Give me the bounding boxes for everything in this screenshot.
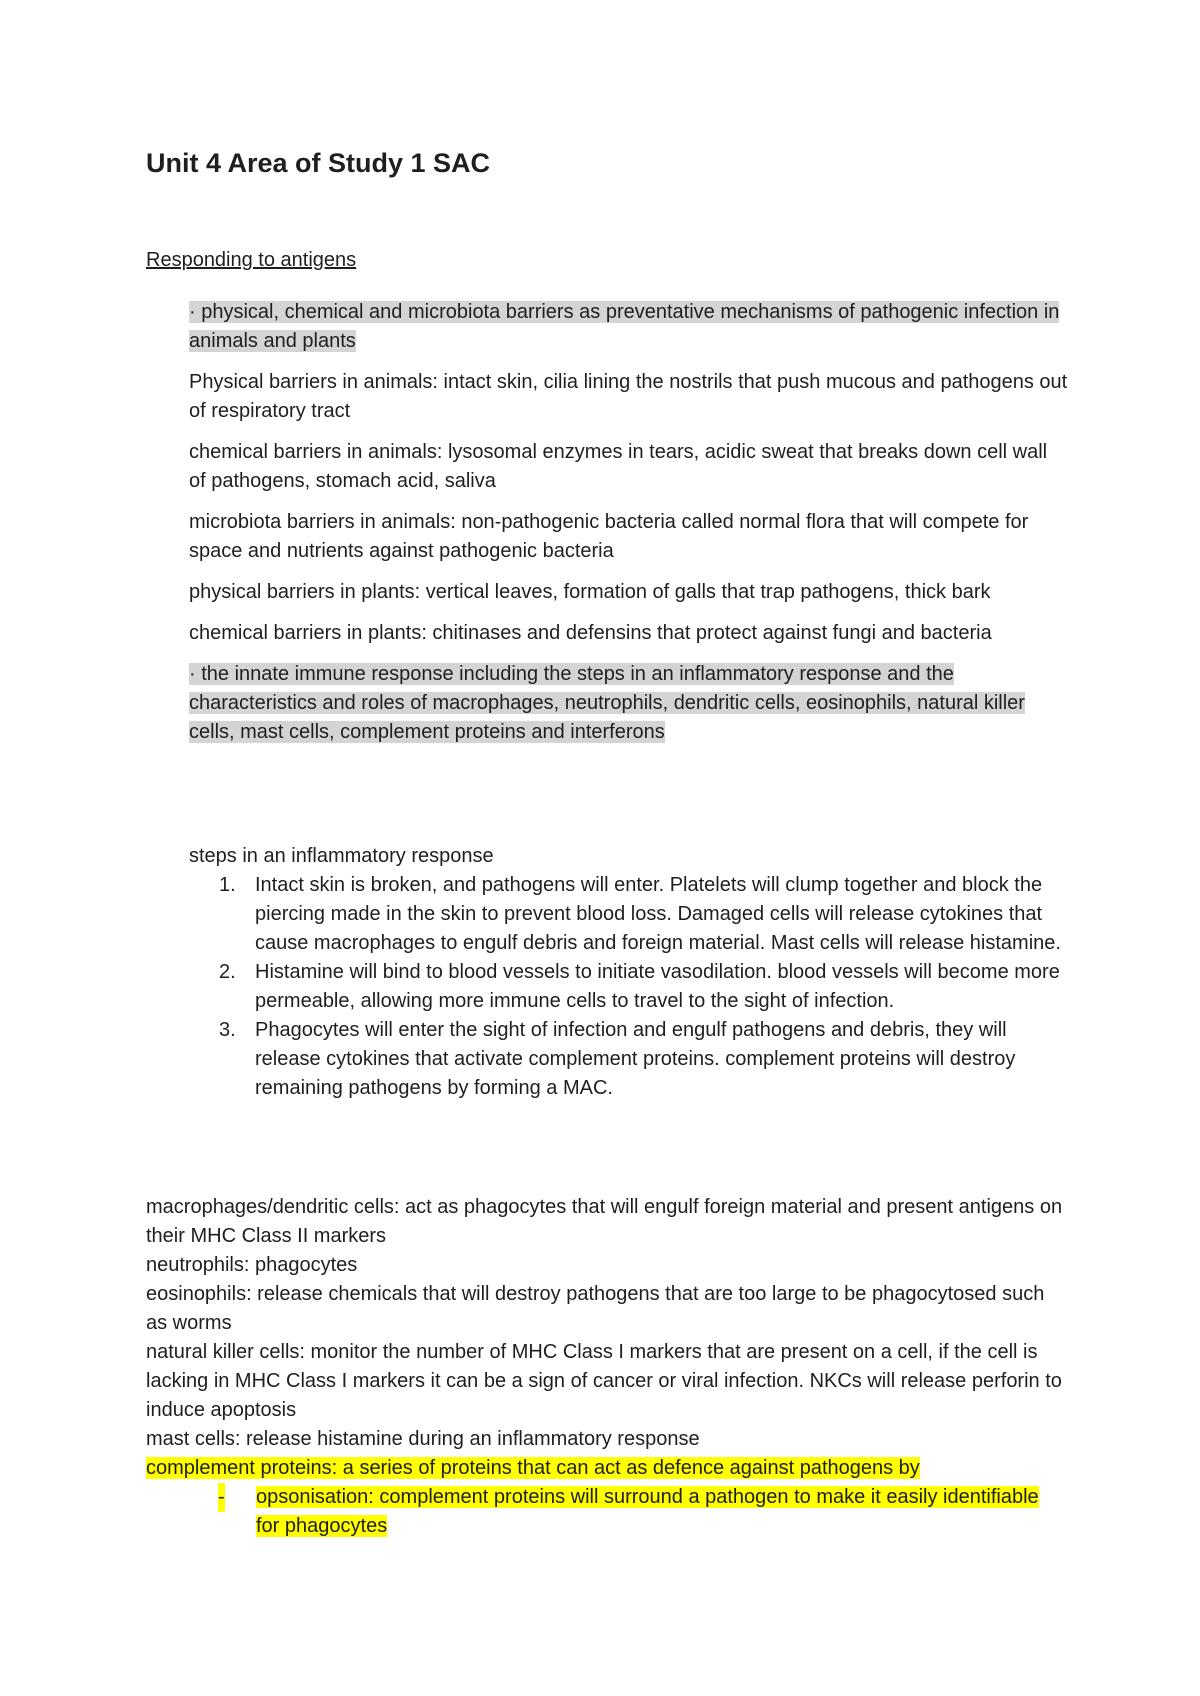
step-number: 3. bbox=[219, 1019, 236, 1041]
step-text: Phagocytes will enter the sight of infection and engulf pathogens and debris, they will release cytokines that activate complement proteins. complement proteins will destroy remaining pathogens by forming a MAC. bbox=[255, 1019, 1016, 1099]
barrier-microbiota-animals: microbiota barriers in animals: non-pathogenic bacteria called normal flora that will compete for space and nutrients against pathogenic bacteria bbox=[189, 511, 1029, 562]
dot-point-barriers bbox=[189, 298, 1069, 356]
step-number: 2. bbox=[219, 961, 236, 983]
step-text: Intact skin is broken, and pathogens will enter. Platelets will clump together and block the piercing made in the skin to prevent blood loss. Damaged cells will release cytokines that cause macrophages to engulf debris and foreign material. Mast cells will release histamine. bbox=[255, 874, 1061, 954]
highlighted-text: opsonisation: complement proteins will surround a pathogen to make it easily identifiable for phagocytes bbox=[256, 1486, 1039, 1537]
list-item bbox=[146, 1483, 1066, 1541]
complement-proteins-line bbox=[146, 1454, 1066, 1483]
barrier-physical-plants: physical barriers in plants: vertical leaves, formation of galls that trap pathogens, thick bark bbox=[189, 581, 991, 603]
list-item bbox=[189, 1016, 1069, 1103]
step-number: 1. bbox=[219, 874, 236, 896]
steps-label: steps in an inflammatory response bbox=[189, 845, 494, 867]
cell-role-eosinophils: eosinophils: release chemicals that will destroy pathogens that are too large to be phagocytosed such as worms bbox=[146, 1283, 1045, 1334]
highlighted-dot-point: · the innate immune response including the steps in an inflammatory response and the characteristics and roles of macrophages, neutrophils, dendritic cells, eosinophils, natural killer cells, mast cells, complement proteins and interferons bbox=[189, 663, 1025, 743]
highlighted-dot-point: · physical, chemical and microbiota barriers as preventative mechanisms of pathogenic infection in animals and plants bbox=[189, 301, 1060, 352]
barrier-chemical-plants: chemical barriers in plants: chitinases and defensins that protect against fungi and bacteria bbox=[189, 622, 992, 644]
highlighted-text: complement proteins: a series of proteins that can act as defence against pathogens by bbox=[146, 1457, 920, 1479]
list-item bbox=[189, 871, 1069, 958]
barrier-physical-animals: Physical barriers in animals: intact skin, cilia lining the nostrils that push mucous and pathogens out of respiratory tract bbox=[189, 371, 1068, 422]
barrier-chemical-animals: chemical barriers in animals: lysosomal enzymes in tears, acidic sweat that breaks down cell wall of pathogens, stomach acid, saliva bbox=[189, 441, 1048, 492]
section-heading: Responding to antigens bbox=[146, 249, 357, 271]
cell-role-mast-cells: mast cells: release histamine during an inflammatory response bbox=[146, 1428, 700, 1450]
cell-role-nk-cells: natural killer cells: monitor the number of MHC Class I markers that are present on a cell, if the cell is lacking in MHC Class I markers it can be a sign of cancer or viral infection. NKCs will release perforin to induce apoptosis bbox=[146, 1341, 1062, 1421]
cell-role-macrophages: macrophages/dendritic cells: act as phagocytes that will engulf foreign material and present antigens on their MHC Class II markers bbox=[146, 1196, 1063, 1247]
cell-roles-section bbox=[146, 1193, 1066, 1541]
list-item bbox=[189, 958, 1069, 1016]
dot-point-innate bbox=[189, 660, 1069, 747]
complement-list bbox=[146, 1483, 1066, 1541]
inflammatory-steps-section bbox=[189, 842, 1069, 1103]
barriers-section bbox=[189, 298, 1069, 759]
document-title: Unit 4 Area of Study 1 SAC bbox=[146, 148, 491, 178]
cell-role-neutrophils: neutrophils: phagocytes bbox=[146, 1254, 358, 1276]
dash-bullet: - bbox=[218, 1483, 225, 1512]
steps-list bbox=[189, 871, 1069, 1103]
step-text: Histamine will bind to blood vessels to initiate vasodilation. blood vessels will become more permeable, allowing more immune cells to travel to the sight of infection. bbox=[255, 961, 1060, 1012]
